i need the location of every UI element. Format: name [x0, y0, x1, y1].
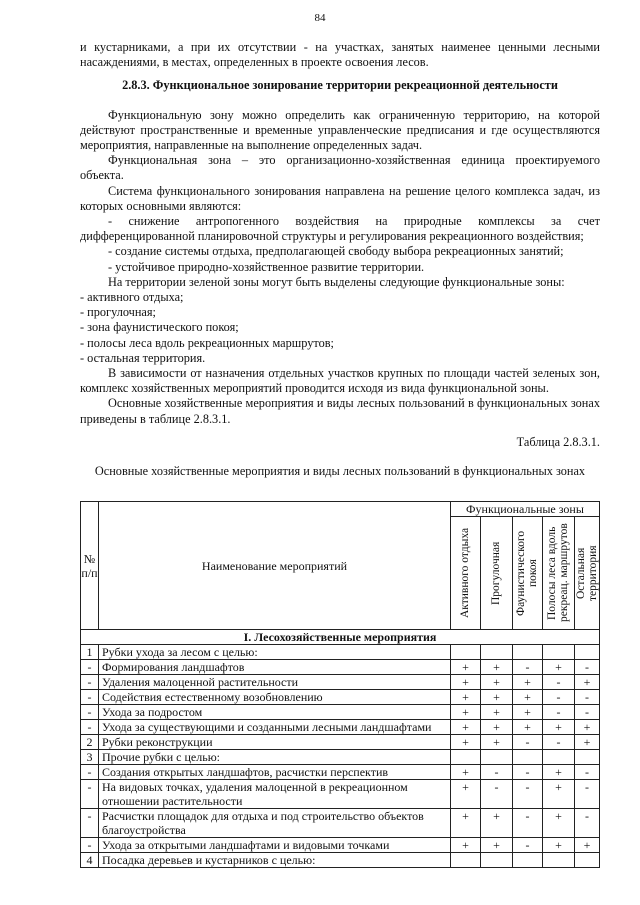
zone-header-label: Полосы леса вдоль рекреац. маршрутов	[546, 523, 571, 623]
zone-value: +	[542, 809, 574, 838]
zone-value: +	[480, 675, 512, 690]
zone-value: +	[480, 690, 512, 705]
zone-value: +	[450, 735, 480, 750]
page-number: 84	[314, 12, 326, 24]
row-name: Создания открытых ландшафтов, расчистки перспектив	[99, 765, 451, 780]
zone-value	[512, 750, 542, 765]
row-number: -	[81, 780, 99, 809]
zone-value	[480, 853, 512, 868]
zone-value: +	[512, 690, 542, 705]
list-item: - снижение антропогенного воздействия на природные комплексы за счет дифференцированной планировочной структуры и регулирования рекреационного воздействия;	[80, 214, 600, 244]
paragraph: и кустарниками, а при их отсутствии - на участках, занятых наименее ценными лесными насаждениями, в местах, определенных в проекте освоения лесов.	[80, 40, 600, 70]
zone-value	[542, 750, 574, 765]
row-name: Рубки реконструкции	[99, 735, 451, 750]
zone-value: +	[512, 720, 542, 735]
zone-value: -	[512, 780, 542, 809]
list-item: - зона фаунистического покоя;	[80, 320, 239, 335]
list-item: - прогулочная;	[80, 305, 156, 320]
table-row	[81, 809, 600, 838]
row-name: Формирования ландшафтов	[99, 660, 451, 675]
zone-value: -	[512, 660, 542, 675]
row-name: Удаления малоценной растительности	[99, 675, 451, 690]
table-caption: Основные хозяйственные мероприятия и виды лесных пользований в функциональных зонах	[94, 464, 586, 479]
zone-value: +	[574, 675, 599, 690]
zone-value: -	[574, 690, 599, 705]
zone-value: +	[450, 660, 480, 675]
zone-value: +	[480, 838, 512, 853]
zone-value	[512, 645, 542, 660]
row-number: -	[81, 809, 99, 838]
paragraph: Функциональная зона – это организационно-хозяйственная единица проектируемого объекта.	[80, 153, 600, 183]
row-number: -	[81, 675, 99, 690]
zone-value: +	[512, 675, 542, 690]
zone-value: -	[542, 675, 574, 690]
row-number: -	[81, 660, 99, 675]
zone-value: +	[450, 780, 480, 809]
zone-value	[450, 853, 480, 868]
zone-value	[512, 853, 542, 868]
zone-header-label: Остальная территория	[574, 545, 599, 602]
row-number: 3	[81, 750, 99, 765]
zone-value	[574, 645, 599, 660]
zone-value	[574, 853, 599, 868]
zone-value: +	[542, 780, 574, 809]
zone-value	[574, 750, 599, 765]
zone-value: +	[450, 765, 480, 780]
zone-header	[512, 517, 542, 630]
table-row	[81, 735, 600, 750]
header-num: № п/п	[81, 502, 99, 630]
zone-value: +	[512, 705, 542, 720]
list-item: - активного отдыха;	[80, 290, 184, 305]
zone-value: +	[542, 765, 574, 780]
list-item: - остальная территория.	[80, 350, 206, 365]
zone-value: +	[542, 838, 574, 853]
table-row	[81, 675, 600, 690]
row-name: Расчистки площадок для отдыха и под строительство объектов благоустройства	[99, 809, 451, 838]
zone-value: +	[574, 838, 599, 853]
row-number: -	[81, 765, 99, 780]
zone-value	[480, 750, 512, 765]
header-name: Наименование мероприятий	[99, 502, 451, 630]
zone-value: -	[512, 735, 542, 750]
zone-value: +	[480, 809, 512, 838]
table-row	[81, 780, 600, 809]
zone-value: +	[450, 720, 480, 735]
table-row	[81, 690, 600, 705]
row-name: Содействия естественному возобновлению	[99, 690, 451, 705]
zone-value: +	[480, 735, 512, 750]
zone-value: +	[480, 720, 512, 735]
list-item: - устойчивое природно-хозяйственное развитие территории.	[108, 259, 425, 274]
zone-value: +	[450, 809, 480, 838]
zone-header	[574, 517, 599, 630]
table-row	[81, 720, 600, 735]
paragraph: Система функционального зонирования направлена на решение целого комплекса задач, из которых основными являются:	[80, 183, 600, 213]
table-row	[81, 750, 600, 765]
row-name: Ухода за подростом	[99, 705, 451, 720]
zone-value: +	[542, 720, 574, 735]
zone-value: +	[480, 660, 512, 675]
zone-value	[450, 750, 480, 765]
paragraph: На территории зеленой зоны могут быть выделены следующие функциональные зоны:	[108, 274, 565, 289]
list-item: - полосы леса вдоль рекреационных маршрутов;	[80, 335, 334, 350]
zone-value: +	[450, 705, 480, 720]
zone-value	[480, 645, 512, 660]
zone-value: -	[480, 780, 512, 809]
zone-value: -	[574, 660, 599, 675]
row-number: 1	[81, 645, 99, 660]
zone-value: -	[574, 705, 599, 720]
table-label: Таблица 2.8.3.1.	[516, 434, 600, 449]
table-row	[81, 660, 600, 675]
table-section: I. Лесохозяйственные мероприятия	[81, 630, 600, 645]
zone-value: +	[450, 838, 480, 853]
header-zones: Функциональные зоны	[450, 502, 599, 517]
row-name: Рубки ухода за лесом с целью:	[99, 645, 451, 660]
zone-value	[542, 853, 574, 868]
zone-header-label: Активного отдыха	[459, 528, 472, 619]
paragraph: Функциональную зону можно определить как ограниченную территорию, на которой действуют пространственные и временные управленческие предписания и где осуществляются мероприятия, направленные на выполнение определенных задач.	[80, 107, 600, 153]
text-body	[80, 40, 600, 868]
zone-value: -	[512, 838, 542, 853]
zone-value: +	[480, 705, 512, 720]
table-row	[81, 705, 600, 720]
zone-value	[450, 645, 480, 660]
table-row	[81, 765, 600, 780]
zone-value: +	[542, 660, 574, 675]
zone-header	[450, 517, 480, 630]
zone-value: -	[574, 809, 599, 838]
row-name: Посадка деревьев и кустарников с целью:	[99, 853, 451, 868]
zone-header-label: Фаунистического покоя	[515, 530, 540, 616]
section-title: 2.8.3. Функциональное зонирование территории рекреационной деятельности	[122, 78, 558, 93]
row-name: Прочие рубки с целью:	[99, 750, 451, 765]
zone-header-label: Прогулочная	[490, 541, 503, 605]
row-number: -	[81, 705, 99, 720]
row-number: 2	[81, 735, 99, 750]
zone-value: -	[512, 765, 542, 780]
zone-value: -	[480, 765, 512, 780]
row-number: 4	[81, 853, 99, 868]
row-name: На видовых точках, удаления малоценной в рекреационном отношении растительности	[99, 780, 451, 809]
paragraph: Основные хозяйственные мероприятия и виды лесных пользований в функциональных зонах приведены в таблице 2.8.3.1.	[80, 396, 600, 426]
table-row	[81, 838, 600, 853]
row-name: Ухода за существующими и созданными лесными ландшафтами	[99, 720, 451, 735]
list-item: - создание системы отдыха, предполагающей свободу выбора рекреационных занятий;	[108, 244, 564, 259]
zone-header	[480, 517, 512, 630]
row-name: Ухода за открытыми ландшафтами и видовыми точками	[99, 838, 451, 853]
zone-value: -	[542, 690, 574, 705]
zone-value	[542, 645, 574, 660]
table-row	[81, 853, 600, 868]
zone-header	[542, 517, 574, 630]
zone-value: -	[542, 705, 574, 720]
zone-value: +	[450, 675, 480, 690]
row-number: -	[81, 690, 99, 705]
paragraph: В зависимости от назначения отдельных участков крупных по площади частей зеленых зон, комплекс хозяйственных мероприятий проводится исходя из вида функциональной зоны.	[80, 366, 600, 396]
zones-table	[80, 501, 600, 868]
table-row	[81, 645, 600, 660]
row-number: -	[81, 838, 99, 853]
zone-value: -	[512, 809, 542, 838]
row-number: -	[81, 720, 99, 735]
zone-value: +	[574, 735, 599, 750]
zone-value: -	[574, 765, 599, 780]
zone-value: +	[574, 720, 599, 735]
zone-value: -	[542, 735, 574, 750]
zone-value: -	[574, 780, 599, 809]
zone-value: +	[450, 690, 480, 705]
